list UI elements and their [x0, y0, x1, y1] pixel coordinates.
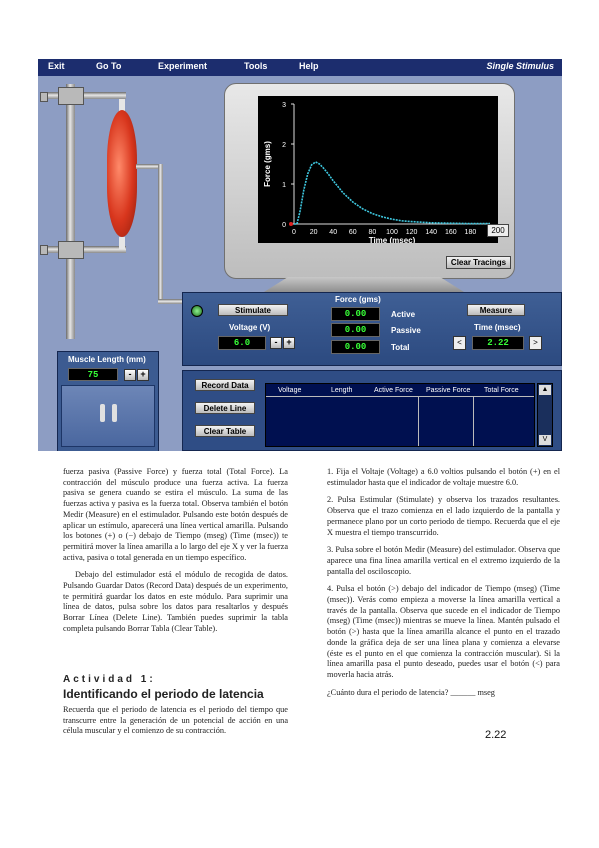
handwritten-answer: 2.22: [485, 729, 507, 741]
y-tick-label: 0: [282, 222, 286, 229]
x-tick-label: 180: [464, 229, 477, 236]
monitor-stand: [264, 277, 464, 292]
total-force-display: 0.00: [331, 340, 380, 354]
table-col-divider: [473, 396, 474, 446]
app-title: Single Stimulus: [486, 61, 554, 71]
latency-question: ¿Cuánto dura el periodo de latencia? ______ mseg: [327, 687, 495, 697]
time-display: 2.22: [472, 336, 524, 350]
x-axis-label: Time (msec): [368, 236, 416, 243]
bottom-knob: [40, 245, 48, 255]
x-tick-label: 100: [386, 229, 398, 236]
clear-table-button[interactable]: Clear Table: [195, 425, 255, 437]
total-label: Total: [391, 343, 410, 352]
cabinet-handle-left: [100, 404, 105, 422]
active-label: Active: [391, 310, 416, 319]
scroll-down-button[interactable]: V: [539, 435, 551, 445]
menu-experiment[interactable]: Experiment: [158, 61, 208, 71]
x-tick-label: 40: [329, 229, 338, 236]
x-tick-label: 80: [368, 229, 377, 236]
active-force-display: 0.00: [331, 307, 380, 321]
voltage-display: 6.0: [218, 336, 266, 350]
step-1: 1. Fija el Voltaje (Voltage) a 6.0 voltios pulsando el botón (+) en el estimulador hasta que el indicador de voltaje muestre 6.0.: [327, 467, 560, 487]
y-tick-label: 3: [282, 102, 286, 109]
step-3: 3. Pulsa sobre el botón Medir (Measure) del estimulador. Observa que aparece una fina línea amarilla vertical en el extremo izquierdo de la pantalla del osciloscopio.: [327, 545, 560, 576]
paragraph-recorder: Debajo del estimulador está el módulo de recogida de datos. Pulsando Guardar Datos (Record Data) después de un experimento, te permitirá guardar los datos en este módulo. Para suprimir una línea de datos, pulsa sobre los datos para resaltarlos y después Borrar Línea (Delete Line). También puedes suprimir la tabla completa pulsando Borrar Tabla (Clear Table).: [63, 570, 288, 633]
column-active-force: Active Force: [374, 387, 413, 394]
electrode-cable: [158, 164, 163, 304]
force-header: Force (gms): [335, 295, 381, 304]
top-knob: [40, 92, 48, 102]
paragraph-forces: fuerza pasiva (Passive Force) y fuerza total (Total Force). La contracción del músculo produce una fuerza activa. La fuerza pasiva se genera cuando se estira el músculo. La suma de las fuerzas activa y pasiva es la fuerza total. Observa también el botón Medir (Measure) en el estimulador. Pulsando este botón después de aplicar un estímulo, aparecerá una línea vertical amarilla. Pulsando los botones (+) o (−) debajo de Tiempo (mseg) (Time (msec)) te permitirá mover la línea amarilla a lo largo del eje X y ver la fuerza activa, pasiva o total generada en un tiempo específico.: [63, 467, 288, 562]
x-max-box[interactable]: 200: [487, 224, 509, 237]
time-label: Time (msec): [474, 323, 521, 332]
length-plus-button[interactable]: +: [137, 369, 149, 381]
step-4: 4. Pulsa el botón (>) debajo del indicador de Tiempo (mseg) (Time (msec)). Verás como empieza a moverse la línea amarilla vertical a través de la pantalla. Observa que sucede en el indicador de Tiempo (mseg) (Time (msec)) mientras se mueve la línea. Mantén pulsado el botón (>) hasta que la línea amarilla alcance el punto en el trazado donde la gráfica deja de ser una línea plana y comienza a elevarse (éste es el punto en el que comienza la contracción muscular). Si la línea amarilla pasa el punto deseado, puedes usar el botón (<) para moverla hacia atrás.: [327, 584, 560, 679]
y-axis-label: Force (gms): [263, 141, 272, 187]
step-2: 2. Pulsa Estimular (Stimulate) y observa los trazados resultantes. Observa que el trazo comienza en el lado izquierdo de la pantalla y permanece plano por un corto periodo de tiempo. Recuerda que el eje X muestra el tiempo transcurrido.: [327, 495, 560, 537]
activity-title: Identificando el periodo de latencia: [63, 687, 264, 701]
activity-number: Actividad 1:: [63, 674, 156, 685]
right-column: [327, 467, 560, 705]
x-tick-label: 20: [309, 229, 318, 236]
voltage-label: Voltage (V): [229, 323, 271, 332]
top-clamp: [58, 87, 84, 105]
cabinet: [61, 385, 155, 447]
oscilloscope-monitor: [224, 83, 515, 279]
x-tick-label: 0: [292, 229, 296, 236]
muscle: [107, 110, 137, 237]
paragraph-latency: Recuerda que el periodo de latencia es el periodo del tiempo que transcurre entre la generación de un potencial de acción en una célula muscular y el comienzo de su contracción.: [63, 705, 288, 736]
muscle-length-display: 75: [68, 368, 118, 381]
length-minus-button[interactable]: -: [124, 369, 136, 381]
muscle-bottom-tendon: [119, 237, 125, 249]
menu-go-to[interactable]: Go To: [96, 61, 122, 71]
y-tick-label: 1: [282, 182, 286, 189]
time-right-arrow-button[interactable]: >: [529, 336, 542, 350]
table-col-divider: [418, 396, 419, 446]
passive-force-display: 0.00: [331, 323, 380, 337]
cabinet-handle-right: [112, 404, 117, 422]
column-voltage: Voltage: [278, 387, 302, 394]
x-tick-label: 120: [405, 229, 418, 236]
scroll-up-button[interactable]: ▲: [539, 385, 551, 395]
column-total-force: Total Force: [484, 387, 519, 394]
table-scrollbar[interactable]: [537, 383, 553, 447]
bottom-clamp: [58, 241, 84, 259]
x-tick-label: 60: [348, 229, 357, 236]
delete-line-button[interactable]: Delete Line: [195, 402, 255, 414]
passive-label: Passive: [391, 326, 421, 335]
menu-exit[interactable]: Exit: [48, 61, 65, 71]
x-tick-label: 140: [425, 229, 438, 236]
power-light-icon: [191, 305, 203, 317]
menu-tools[interactable]: Tools: [244, 61, 268, 71]
electrode-cable-end: [158, 299, 184, 304]
voltage-minus-button[interactable]: -: [270, 337, 282, 349]
stand-rod: [66, 84, 75, 339]
muscle-length-label: Muscle Length (mm): [68, 355, 146, 364]
x-tick-label: 160: [444, 229, 457, 236]
muscle-length-panel: [57, 351, 159, 451]
menu-help[interactable]: Help: [299, 61, 319, 71]
trace-start-marker: [289, 222, 293, 226]
physioex-window: [38, 59, 562, 451]
left-column-bottom: [63, 705, 288, 744]
data-recorder: [182, 370, 562, 451]
menu-bar: [38, 59, 562, 76]
data-table[interactable]: [265, 383, 535, 447]
force-trace: [294, 162, 490, 224]
column-length: Length: [331, 387, 353, 394]
time-left-arrow-button[interactable]: <: [453, 336, 466, 350]
left-column: [63, 467, 288, 642]
y-tick-label: 2: [282, 142, 286, 149]
oscilloscope-screen: [258, 96, 498, 243]
measure-button[interactable]: Measure: [467, 304, 525, 316]
stimulator-panel: [182, 292, 562, 366]
voltage-plus-button[interactable]: +: [283, 337, 295, 349]
column-passive-force: Passive Force: [426, 387, 471, 394]
record-data-button[interactable]: Record Data: [195, 379, 255, 391]
table-header-divider: [266, 396, 534, 397]
clear-tracings-button[interactable]: Clear Tracings: [446, 256, 511, 269]
stimulate-button[interactable]: Stimulate: [218, 304, 288, 316]
force-graph: [258, 96, 498, 243]
